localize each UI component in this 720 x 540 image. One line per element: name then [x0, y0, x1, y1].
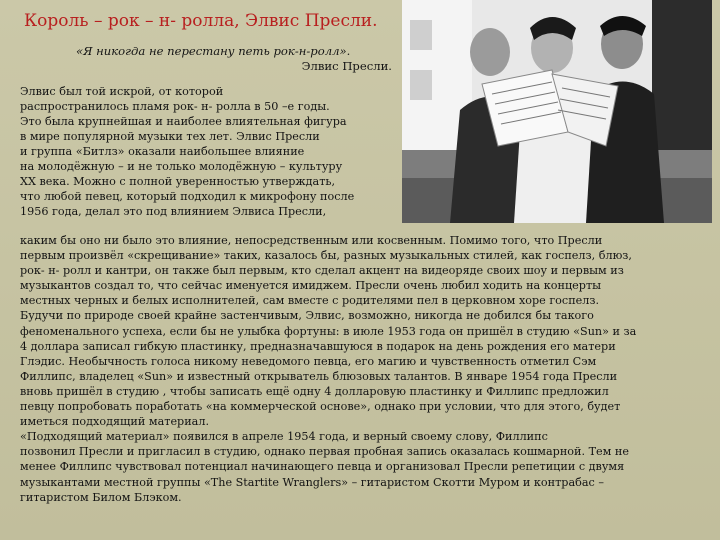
epigraph-quote: «Я никогда не перестану петь рок-н-ролл».: [76, 44, 351, 58]
text-line: «Подходящий материал» появился в апреле 1954 года, и верный своему слову, Филлипс: [20, 430, 548, 444]
text-line: на молодёжную – и не только молодёжную – культуру: [20, 160, 343, 173]
text-line: гитаристом Билом Блэком.: [20, 490, 182, 504]
text-line: позвонил Пресли и пригласил в студию, однако первая пробная запись оказалась кошмарной. Тем не: [20, 445, 630, 459]
text-line: каким бы оно ни было это влияние, непосредственным или косвенным. Помимо того, что Пресли: [20, 234, 603, 247]
text-line: рок- н- ролл и кантри, он также был первым, кто сделал акцент на видеоряде своих шоу и первым из: [20, 264, 624, 278]
body-text-bottom: [20, 233, 710, 505]
text-line: Глэдис. Необычность голоса никому неведомого певца, его магию и чувственность отметил Сэм: [20, 354, 597, 368]
text-line: Филлипс, владелец «Sun» и известный открыватель блюзовых талантов. В январе 1954 года Пресли: [20, 369, 618, 383]
epigraph-author: Элвис Пресли.: [301, 59, 392, 73]
text-line: распространилось пламя рок- н- ролла в 50 –е годы.: [20, 100, 330, 113]
text-line: музыкантов создал то, что сейчас именуется имиджем. Пресли очень любил ходить на концерты: [20, 279, 602, 293]
text-line: в мире популярной музыки тех лет. Элвис Пресли: [20, 130, 320, 143]
text-line: 1956 года, делал это под влиянием Элвиса Пресли,: [20, 205, 327, 218]
text-line: 4 доллара записал гибкую пластинку, предназначавшуюся в подарок на день рождения его матери: [20, 339, 616, 353]
slide-title: Король – рок – н- ролла, Элвис Пресли.: [24, 11, 378, 31]
epigraph: [76, 44, 402, 74]
text-line: первым произвёл «скрещивание» таких, казалось бы, разных музыкальных стилей, как госпелз, блюз,: [20, 249, 632, 263]
text-line: певцу попробовать поработать «на коммерческой основе», однако при условии, что для этого, будет: [20, 400, 621, 414]
text-line: вновь пришёл в студию , чтобы записать ещё одну 4 долларовую пластинку и Филлипс предложил: [20, 384, 609, 398]
photo-illustration: [402, 0, 712, 223]
text-line: Будучи по природе своей крайне застенчивым, Элвис, возможно, никогда не добился бы такого: [20, 309, 594, 323]
body-text-top: [20, 84, 402, 219]
text-line: феноменального успеха, если бы не улыбка фортуны: в июле 1953 года он пришёл в студию «Sun» и за: [20, 324, 637, 338]
text-line: музыкантами местной группы «The Startite Wranglers» – гитаристом Скотти Муром и контрабас –: [20, 475, 604, 489]
text-line: менее Филлипс чувствовал потенциал начинающего певца и организовал Пресли репетиции с двумя: [20, 460, 625, 474]
text-line: XX века. Можно с полной уверенностью утверждать,: [20, 175, 336, 188]
text-line: местных черных и белых исполнителей, сам вместе с родителями пел в церковном хоре госпелз.: [20, 294, 600, 308]
text-line: Это была крупнейшая и наиболее влиятельная фигура: [20, 115, 347, 128]
text-line: что любой певец, который подходил к микрофону после: [20, 190, 355, 203]
text-line: и группа «Битлз» оказали наибольшее влияние: [20, 145, 305, 158]
elvis-photo: [402, 0, 712, 223]
text-line: Элвис был той искрой, от которой: [20, 85, 224, 98]
text-line: иметься подходящий материал.: [20, 415, 210, 429]
